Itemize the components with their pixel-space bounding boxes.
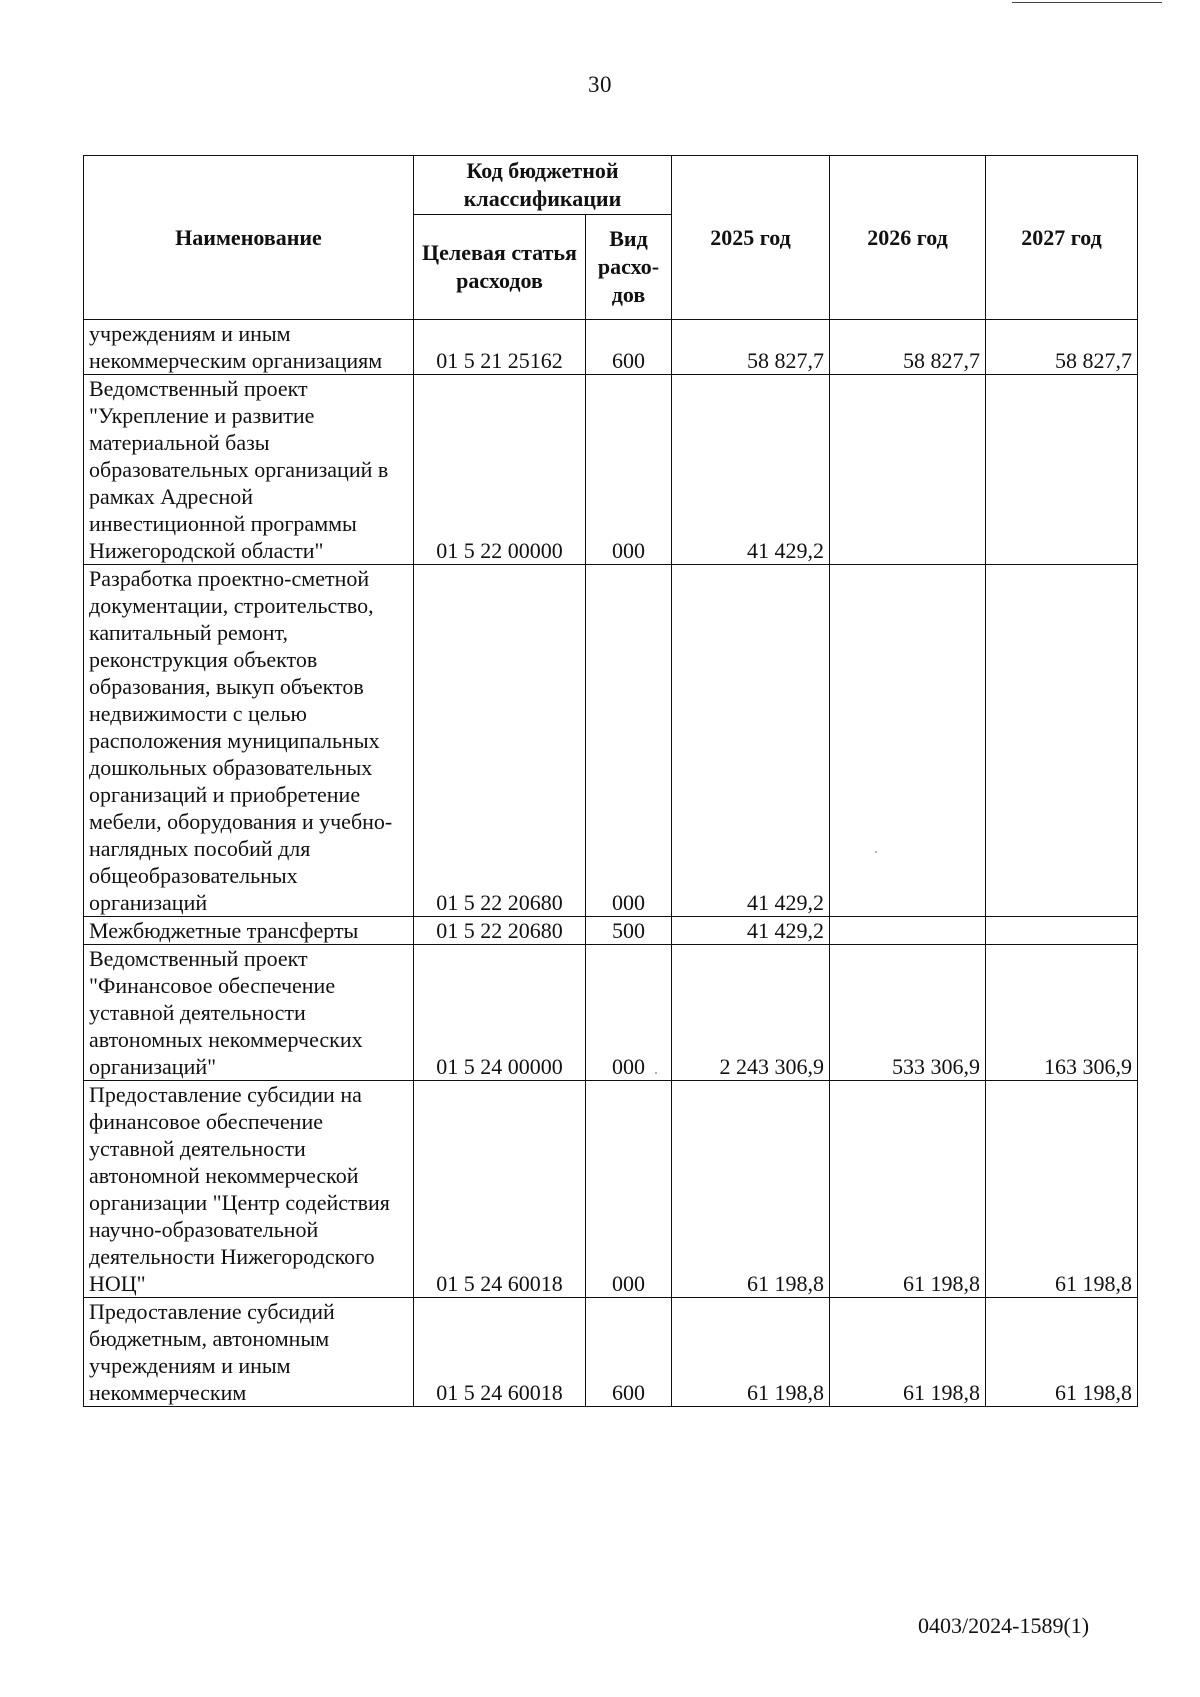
row-2027-value (986, 917, 1138, 945)
document-number: 0403/2024-1589(1) (918, 1613, 1090, 1638)
row-2026-value: 61 198,8 (830, 1298, 986, 1407)
row-target-code: 01 5 24 00000 (414, 945, 586, 1081)
row-name: Межбюджетные трансферты (84, 917, 414, 945)
header-2025: 2025 год (672, 156, 830, 320)
row-target-code: 01 5 24 60018 (414, 1081, 586, 1298)
budget-table (83, 155, 1138, 1407)
table-row (84, 565, 1138, 917)
row-name: учреждениям и иным некоммерческим организациям (84, 320, 414, 375)
row-2026-value: 533 306,9 (830, 945, 986, 1081)
row-2026-value: 61 198,8 (830, 1081, 986, 1298)
row-2025-value: 58 827,7 (672, 320, 830, 375)
row-name: Предоставление субсидий бюджетным, автономным учреждениям и иным некоммерческим (84, 1298, 414, 1407)
row-2026-value (830, 375, 986, 565)
header-2027: 2027 год (986, 156, 1138, 320)
header-target-article: Целевая статья расходов (414, 215, 586, 320)
row-name: Предоставление субсидии на финансовое обеспечение уставной деятельности автономной некоммерческой организации "Центр содействия научно-образовательной деятельности Нижегородского НОЦ" (84, 1081, 414, 1298)
row-expense-type: 000 (586, 945, 672, 1081)
row-2025-value: 41 429,2 (672, 565, 830, 917)
row-expense-type: 000 (586, 375, 672, 565)
row-name: Ведомственный проект "Укрепление и развитие материальной базы образовательных организаций в рамках Адресной инвестиционной программы Нижегородской области" (84, 375, 414, 565)
row-expense-type: 000 (586, 565, 672, 917)
row-expense-type: 000 (586, 1081, 672, 1298)
row-2027-value: 61 198,8 (986, 1081, 1138, 1298)
table-row (84, 320, 1138, 375)
scan-speck (655, 1072, 657, 1074)
header-2026: 2026 год (830, 156, 986, 320)
row-expense-type: 600 (586, 1298, 672, 1407)
row-name: Ведомственный проект "Финансовое обеспечение уставной деятельности автономных некоммерческих организаций" (84, 945, 414, 1081)
header-row-top (84, 156, 1138, 215)
row-target-code: 01 5 22 20680 (414, 917, 586, 945)
row-2026-value: 58 827,7 (830, 320, 986, 375)
page-number: 30 (588, 72, 612, 97)
row-2027-value: 58 827,7 (986, 320, 1138, 375)
row-2025-value: 41 429,2 (672, 375, 830, 565)
row-2027-value: 163 306,9 (986, 945, 1138, 1081)
row-2025-value: 41 429,2 (672, 917, 830, 945)
row-name: Разработка проектно-сметной документации, строительство, капитальный ремонт, реконструкция объектов образования, выкуп объектов недвижимости с целью расположения муниципальных дошкольных образовательных организаций и приобретение мебели, оборудования и учебно-наглядных пособий для общеобразовательных организаций (84, 565, 414, 917)
table-row (84, 375, 1138, 565)
row-expense-type: 600 (586, 320, 672, 375)
table-row (84, 917, 1138, 945)
table-row (84, 1081, 1138, 1298)
row-target-code: 01 5 22 00000 (414, 375, 586, 565)
row-target-code: 01 5 24 60018 (414, 1298, 586, 1407)
header-code-group: Код бюджетной классификации (414, 156, 672, 215)
row-target-code: 01 5 22 20680 (414, 565, 586, 917)
row-2027-value: 61 198,8 (986, 1298, 1138, 1407)
row-2026-value (830, 917, 986, 945)
row-2027-value (986, 375, 1138, 565)
row-2025-value: 2 243 306,9 (672, 945, 830, 1081)
row-2026-value (830, 565, 986, 917)
row-2025-value: 61 198,8 (672, 1298, 830, 1407)
scan-speck (875, 851, 877, 853)
table-row (84, 945, 1138, 1081)
table-row (84, 1298, 1138, 1407)
row-2027-value (986, 565, 1138, 917)
top-edge-line (1012, 2, 1162, 3)
header-name: Наименование (84, 156, 414, 320)
header-expense-type: Вид расхо-дов (586, 215, 672, 320)
row-2025-value: 61 198,8 (672, 1081, 830, 1298)
row-target-code: 01 5 21 25162 (414, 320, 586, 375)
row-expense-type: 500 (586, 917, 672, 945)
